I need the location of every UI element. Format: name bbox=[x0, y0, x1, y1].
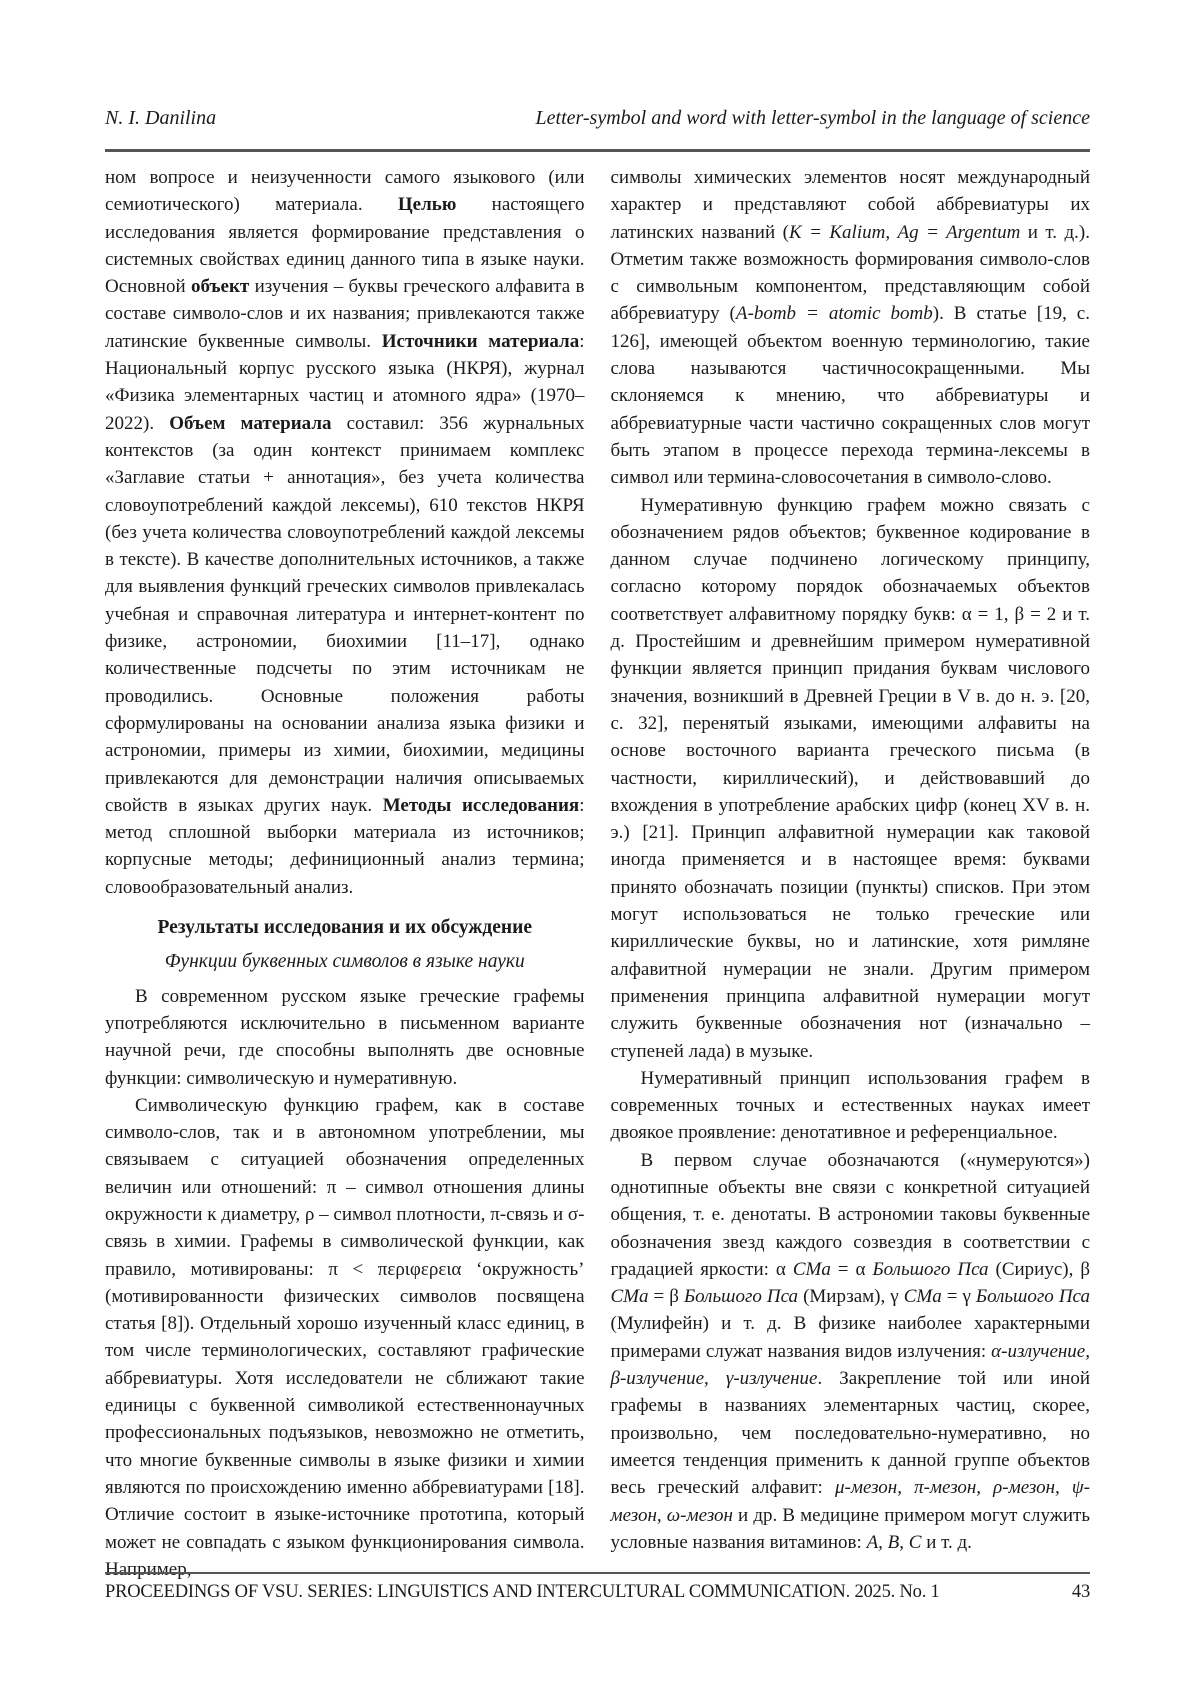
text-segment: μ-мезон, π-мезон, ρ-мезон, ψ-мезон, ω-мезон bbox=[610, 1477, 1090, 1526]
text-segment: (Мулифейн) и т. д. В физике наиболее характерными примерами служат названия видов излучения: bbox=[610, 1313, 1090, 1362]
paragraph bbox=[105, 983, 585, 1092]
header-rule bbox=[105, 149, 1090, 152]
text-segment: Ag = Argentum bbox=[897, 221, 1021, 243]
section-heading: Результаты исследования и их обсуждение bbox=[157, 917, 533, 939]
text-segment: ). В статье [19, с. 126], имеющей объектом военную терминологию, такие слова называются частичносокращенными. Мы склоняемся к мнению, что аббревиатуры и аббревиатурные части частично сокращенных слов могут быть этапом в процессе перехода термина-лексемы в символ или термина-словосочетания в символо-слово. bbox=[610, 303, 1090, 489]
text-segment: K = Kalium bbox=[788, 221, 886, 243]
text-segment: ном вопросе и неизученности самого языкового (или семиотического) материала. bbox=[105, 167, 585, 216]
text-segment: настоящего исследования является формирование представления о системных свойствах единиц данного типа в языке науки. Основной bbox=[105, 194, 585, 298]
text-segment: = α bbox=[830, 1258, 873, 1280]
text-segment: Большого Пса bbox=[975, 1286, 1090, 1308]
text-segment: объект bbox=[190, 276, 250, 298]
text-segment: Нумеративную функцию графем можно связать с обозначением рядов объектов; буквенное кодирование в данном случае подчинено логическому принципу, согласно которому порядок обозначаемых объектов соответствует алфавитному порядку букв: α = 1, β = 2 и т. д. Простейшим и древнейшим примером нумеративной функции является принцип придания буквам числового значения, возникший в Древней Греции в V в. до н. э. [20, с. 32], перенятый языками, имеющими алфавиты на основе восточного варианта греческого письма (в частности, кириллический), и действовавший до вхождения в употребление арабских цифр (конец XV в. н. э.) [21]. Принцип алфавитной нумерации как таковой иногда применяется и в настоящее время: буквами принято обозначать позиции (пункты) списков. При этом могут использоваться не только греческие или кириллические буквы, но и латинские, хотя римляне алфавитной нумерации не знали. Другим примером применения принципа алфавитной нумерации могут служить буквенные обозначения нот (изначально – ступеней лада) в музыке. bbox=[610, 494, 1090, 1062]
text-segment: В современном русском языке греческие графемы употребляются исключительно в письменном варианте научной речи, где способны выполнять две основные функции: символическую и нумеративную. bbox=[105, 985, 585, 1089]
text-segment: Символическую функцию графем, как в составе символо-слов, так и в автономном употреблении, мы связываем с ситуацией обозначения определенных величин или отношений: π – символ отношения длины окружности к диаметру, ρ – символ плотности, π-связь и σ-связь в химии. Графемы в символической функции, как правило, мотивированы: π < περιφερεια ‘окружность’ (мотивированности физических символов посвящена статья [8]). Отдельный хорошо изученный класс единиц, в том числе терминологических, составляют графические аббревиатуры. Хотя исследователи не сближают такие единицы с буквенной символикой естественнонаучных профессиональных подъязыков, невозможно не отметить, что многие буквенные символы в языке физики и химии являются по происхождению именно аббревиатурами [18]. Отличие состоит в языке-источнике прототипа, который может не совпадать с языком функционирования символа. Например, bbox=[105, 1094, 585, 1580]
text-segment: Большого Пса bbox=[683, 1286, 799, 1308]
text-segment: Целью bbox=[397, 194, 457, 216]
text-segment: В первом случае обозначаются («нумеруются») однотипные объекты вне связи с конкретной ситуацией общения, т. е. денотаты. В астрономии таковы буквенные обозначения звезд каждого созвездия в соответствии с градацией яркости: α bbox=[610, 1149, 1090, 1280]
text-segment: A, B, C bbox=[866, 1531, 922, 1553]
text-segment: и т. д.). Отметим также возможность формирования символо-слов с символьным компонентом, представляющим собой аббревиатуру ( bbox=[610, 221, 1090, 325]
author-name: N. I. Danilina bbox=[105, 107, 217, 129]
column-left bbox=[105, 164, 585, 1583]
text-segment: : метод сплошной выборки материала из источников; корпусные методы; дефиниционный анализ термина; словообразовательный анализ. bbox=[105, 794, 585, 898]
text-segment: α-излучение, β-излучение, γ-излучение bbox=[610, 1340, 1090, 1390]
paragraph bbox=[611, 492, 1091, 1065]
running-title: Letter-symbol and word with letter-symbol in the language of science bbox=[535, 107, 1090, 129]
footer-rule bbox=[105, 1572, 1090, 1574]
text-segment: . Закрепление той или иной графемы в названиях элементарных частиц, скорее, произвольно, чем последовательно-нумеративно, но имеется тенденция применить к данной группе объектов весь греческий алфавит: bbox=[610, 1368, 1090, 1499]
paragraph bbox=[611, 1065, 1091, 1147]
article-body bbox=[105, 164, 1090, 1583]
journal-line: PROCEEDINGS OF VSU. SERIES: LINGUISTICS AND INTERCULTURAL COMMUNICATION. 2025. No. 1 bbox=[105, 1582, 940, 1602]
text-segment: символы химических элементов носят международный характер и представляют собой аббревиатуры их латинских названий ( bbox=[610, 167, 1090, 243]
text-segment: Объем материала bbox=[169, 412, 332, 434]
text-segment: A-bomb = atomic bomb bbox=[735, 303, 933, 325]
paragraph bbox=[105, 164, 585, 901]
text-segment: Методы исследования bbox=[382, 794, 580, 816]
column-right bbox=[611, 164, 1091, 1583]
text-segment: Нумеративный принцип использования графем в современных точных и естественных науках имеет двоякое проявление: денотативное и референциальное. bbox=[610, 1067, 1090, 1144]
text-segment: CMa bbox=[610, 1286, 649, 1308]
text-segment: Источники материала bbox=[381, 330, 580, 352]
paragraph bbox=[611, 164, 1091, 492]
paragraph bbox=[105, 1092, 585, 1583]
text-segment: и т. д. bbox=[921, 1531, 972, 1553]
text-segment: , bbox=[885, 221, 898, 243]
text-segment: = γ bbox=[941, 1286, 976, 1308]
page-number: 43 bbox=[1071, 1582, 1090, 1602]
text-segment: CMa bbox=[903, 1286, 942, 1308]
text-segment: составил: 356 журнальных контекстов (за один контекст принимаем комплекс «Заглавие статьи + аннотация», без учета количества словоупотреблений каждой лексемы), 610 текстов НКРЯ (без учета количества словоупотреблений каждой лексемы в тексте). В качестве дополнительных источников, а также для выявления функций греческих символов привлекалась учебная и справочная литература и интернет-контент по физике, астрономии, биохимии [11–17], однако количественные подсчеты по этим источникам не проводились. Основные положения работы сформулированы на основании анализа языка физики и астрономии, примеры из химии, биохимии, медицины привлекаются для демонстрации наличия описываемых свойств в языках других наук. bbox=[105, 412, 585, 816]
text-segment: = β bbox=[648, 1286, 684, 1308]
text-segment: CMa bbox=[792, 1258, 831, 1280]
text-segment: Большого Пса bbox=[872, 1258, 989, 1280]
page-header bbox=[105, 106, 1090, 130]
subsection-heading: Функции буквенных символов в языке науки bbox=[164, 951, 525, 973]
page-footer bbox=[105, 1580, 1090, 1604]
paragraph bbox=[611, 1147, 1091, 1556]
text-segment: изучения – буквы греческого алфавита в составе символо-слов и их названия; привлекаются также латинские буквенные символы. bbox=[105, 276, 585, 352]
text-segment: (Сириус), β bbox=[988, 1258, 1091, 1280]
text-segment: (Мирзам), γ bbox=[798, 1286, 904, 1308]
text-segment: : Национальный корпус русского языка (НКРЯ), журнал «Физика элементарных частиц и атомного ядра» (1970–2022). bbox=[105, 330, 585, 434]
text-segment: и др. В медицине примером могут служить условные названия витаминов: bbox=[610, 1504, 1090, 1553]
